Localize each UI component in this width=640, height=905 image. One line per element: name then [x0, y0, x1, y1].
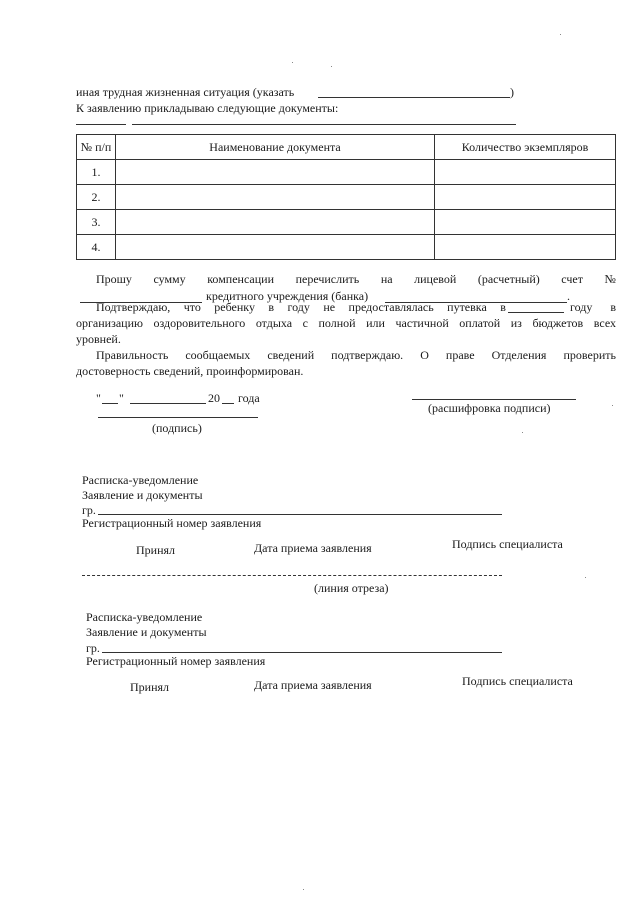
receipt-gr-label: гр. [86, 641, 100, 655]
receipt-title: Расписка-уведомление [86, 610, 203, 624]
row-number: 1. [77, 160, 116, 185]
situation-text: иная трудная жизненная ситуация (указать [76, 85, 295, 99]
receipt-title: Расписка-уведомление [82, 473, 199, 487]
date-year-blank[interactable] [222, 403, 234, 404]
situation-close: ) [510, 85, 514, 99]
table-row [77, 185, 616, 210]
word: не [323, 300, 336, 314]
receipt-specialist-sign-label: Подпись специалиста [462, 674, 573, 688]
word: году [287, 300, 310, 314]
row-number: 4. [77, 235, 116, 260]
word: путевка [447, 300, 487, 314]
document-name-cell[interactable] [116, 160, 435, 185]
word: году [570, 300, 593, 314]
confirm-line-2: организацию оздоровительного отдыха с полной или частичной оплатой из бюджетов всех [76, 316, 616, 330]
scan-speck [303, 889, 304, 890]
row-number: 3. [77, 210, 116, 235]
receipt-gr-blank[interactable] [102, 652, 502, 653]
word: на [380, 272, 393, 286]
date-century: 20 [208, 391, 220, 405]
cut-line [82, 575, 502, 576]
word: (расчетный) [477, 272, 540, 286]
compensation-request-line [96, 272, 616, 287]
verify-line [96, 348, 616, 363]
document-name-cell[interactable] [116, 185, 435, 210]
documents-blank-b [132, 124, 516, 125]
decode-label: (расшифровка подписи) [428, 401, 551, 415]
receipt-specialist-sign-label: Подпись специалиста [452, 537, 563, 551]
receipt-gr-label: гр. [82, 503, 96, 517]
word: сообщаемых [185, 348, 251, 362]
document-name-cell[interactable] [116, 235, 435, 260]
scan-speck [292, 62, 293, 63]
receipt-reg-label: Регистрационный номер заявления [86, 654, 266, 668]
date-quote-open: " [96, 391, 101, 405]
word: проверить [563, 348, 616, 362]
word: № [604, 272, 616, 286]
scan-speck [331, 66, 332, 67]
copies-cell[interactable] [435, 160, 616, 185]
word: в [610, 300, 616, 314]
word: компенсации [207, 272, 275, 286]
receipt-date-label: Дата приема заявления [254, 541, 372, 555]
word: подтверждаю. [331, 348, 404, 362]
receipt-gr-blank[interactable] [98, 514, 502, 515]
word: что [183, 300, 201, 314]
receipt-reg-label: Регистрационный номер заявления [82, 516, 262, 530]
word: О [420, 348, 429, 362]
copies-cell[interactable] [435, 210, 616, 235]
documents-blank-a [76, 124, 126, 125]
scan-speck [585, 577, 586, 578]
decode-blank[interactable] [412, 399, 576, 400]
copies-cell[interactable] [435, 185, 616, 210]
confirm-line-3: уровней. [76, 332, 121, 346]
documents-intro: К заявлению прикладываю следующие документы: [76, 101, 339, 115]
confirm-line [96, 300, 506, 315]
header-number: № п/п [77, 135, 116, 160]
word: лицевой [414, 272, 457, 286]
word: Правильность [96, 348, 169, 362]
situation-line [76, 85, 294, 100]
word: праве [445, 348, 475, 362]
word: счет [561, 272, 583, 286]
date-month-blank[interactable] [130, 403, 206, 404]
date-suffix: года [238, 391, 260, 405]
receipt-documents-label: Заявление и документы [82, 488, 203, 502]
document-name-cell[interactable] [116, 210, 435, 235]
table-row [77, 160, 616, 185]
word: в [268, 300, 275, 314]
cut-line-label: (линия отреза) [314, 581, 389, 595]
table-row [77, 235, 616, 260]
word: сведений [267, 348, 315, 362]
table-header-row [77, 135, 616, 160]
word: предоставлялась [348, 300, 434, 314]
word: Прошу [96, 272, 132, 286]
table-row [77, 210, 616, 235]
verify-line-2: достоверность сведений, проинформирован. [76, 364, 304, 378]
receipt-date-label: Дата приема заявления [254, 678, 372, 692]
date-day-blank[interactable] [102, 403, 118, 404]
receipt-accepted-label: Принял [130, 680, 170, 694]
word: Подтверждаю, [96, 300, 171, 314]
signature-blank[interactable] [98, 417, 258, 418]
word: в [500, 300, 506, 314]
bank-line-end: . [567, 289, 570, 303]
signature-label: (подпись) [152, 421, 202, 435]
copies-cell[interactable] [435, 235, 616, 260]
year-blank[interactable] [508, 312, 564, 313]
scan-speck [560, 34, 561, 35]
word: сумму [153, 272, 186, 286]
word: Отделения [491, 348, 547, 362]
date-quote-close: " [119, 391, 124, 405]
scan-speck [612, 405, 613, 406]
receipt-documents-label: Заявление и документы [86, 625, 207, 639]
receipt-accepted-label: Принял [136, 543, 176, 557]
row-number: 2. [77, 185, 116, 210]
bank-label: кредитного учреждения (банка) [206, 289, 369, 303]
word: ребенку [214, 300, 255, 314]
situation-blank [318, 97, 510, 98]
confirm-line-tail [570, 300, 616, 315]
header-copies: Количество экземпляров [435, 135, 616, 160]
header-document-name: Наименование документа [116, 135, 435, 160]
scan-speck [522, 432, 523, 433]
word: перечислить [295, 272, 360, 286]
documents-table [76, 134, 616, 260]
